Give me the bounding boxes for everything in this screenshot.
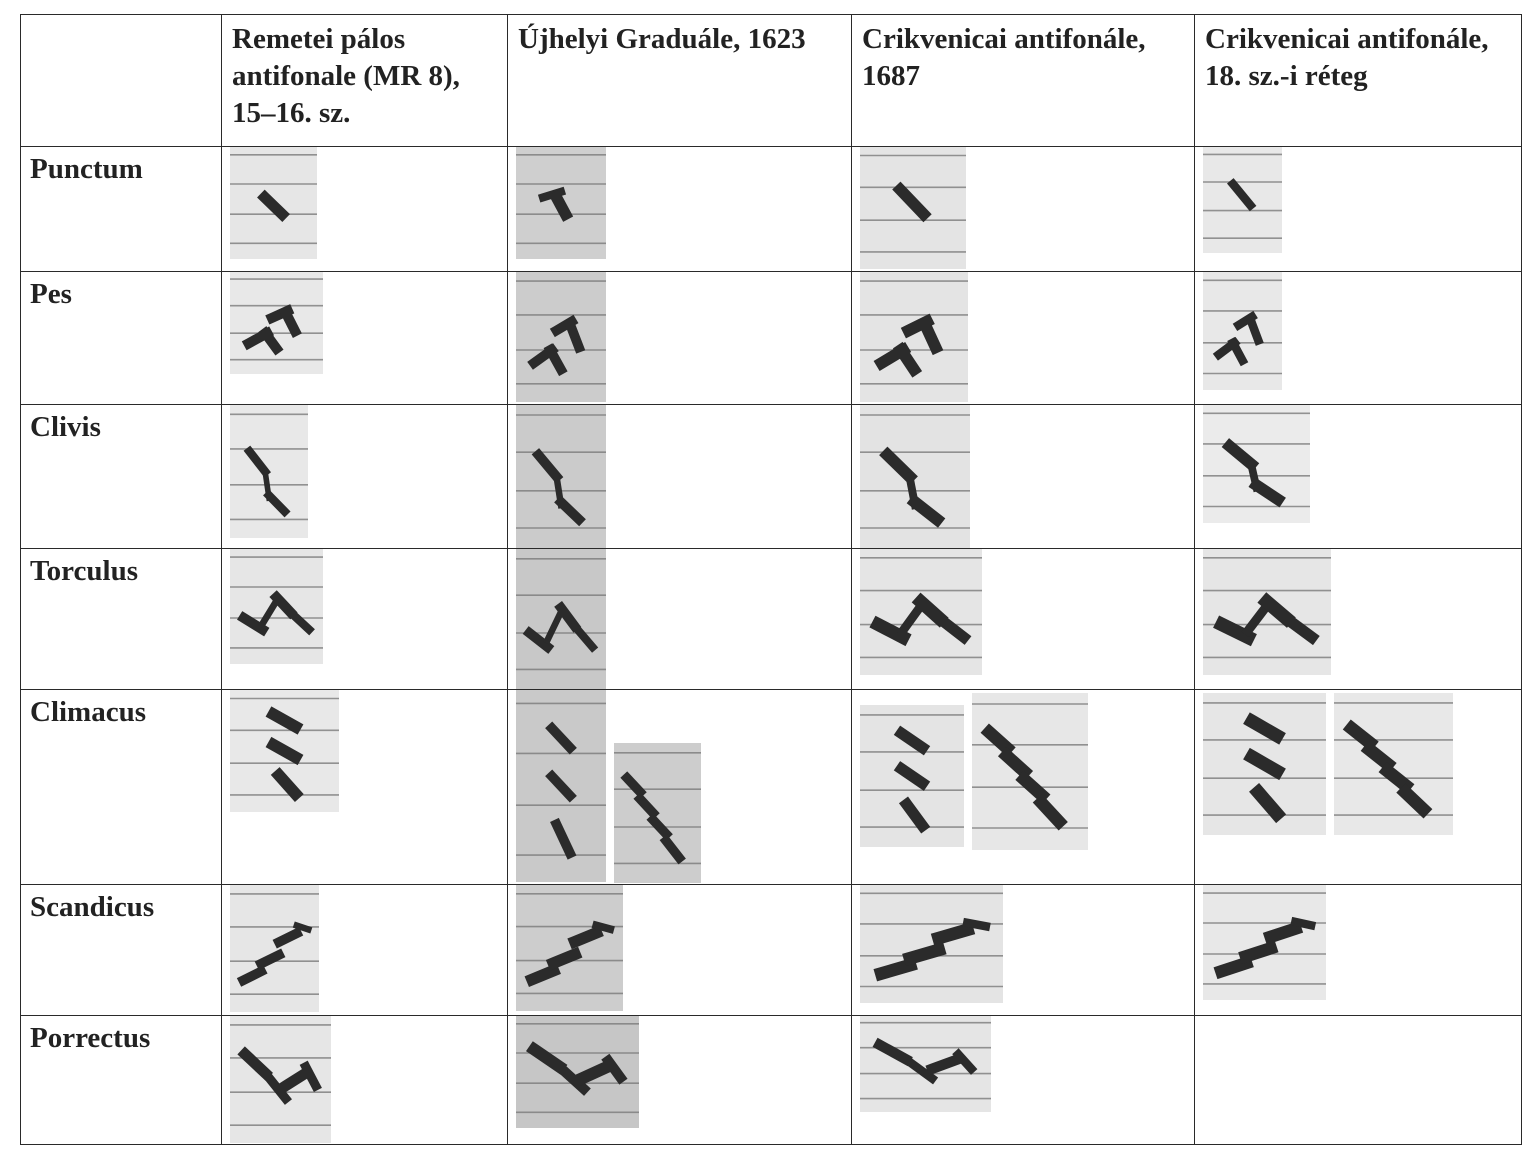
table-cell [1195,1016,1522,1145]
neume-comparison-table [20,14,1522,1145]
table-cell [508,885,852,1016]
clivis-icon [516,405,606,548]
row-label-clivis: Clivis [21,405,222,549]
punctum-diamond-icon [230,147,317,259]
table-cell [852,272,1195,405]
torculus-icon [516,549,606,689]
porrectus-icon [860,1016,991,1112]
table-cell [222,1016,508,1145]
row-label-climacus: Climacus [21,690,222,885]
table-row [21,405,1522,549]
table-cell [222,885,508,1016]
scandicus-icon [860,885,1003,1003]
climacus-icon [1203,693,1326,835]
table-cell [1195,549,1522,690]
climacus-descending-icon [972,693,1088,850]
table-cell [852,1016,1195,1145]
table-cell [1195,405,1522,549]
torculus-icon [1203,549,1331,675]
corner-cell [21,15,222,147]
table-cell [1195,147,1522,272]
pes-icon [860,272,968,402]
table-cell [222,549,508,690]
table-cell [852,690,1195,885]
table-cell [852,549,1195,690]
torculus-icon [230,549,323,664]
row-label-punctum: Punctum [21,147,222,272]
scandicus-icon [516,885,623,1011]
punctum-rhombus-icon [516,147,606,259]
punctum-oblique-icon [860,147,966,269]
clivis-icon [860,405,970,548]
table-cell [852,405,1195,549]
table-cell [1195,272,1522,405]
table-cell [222,147,508,272]
punctum-oblique-icon [1203,147,1282,253]
torculus-icon [860,549,982,675]
table-row [21,1016,1522,1145]
pes-icon [516,272,606,402]
table-cell [508,690,852,885]
table-cell [222,405,508,549]
table-cell [508,272,852,405]
clivis-icon [1203,405,1310,523]
table-cell [222,272,508,405]
table-row [21,885,1522,1016]
climacus-descending-icon [614,743,701,883]
table-cell [1195,885,1522,1016]
header-row [21,15,1522,147]
table-row [21,272,1522,405]
porrectus-icon [230,1016,331,1143]
table-row [21,147,1522,272]
table-cell [852,885,1195,1016]
table-cell [222,690,508,885]
table-row [21,690,1522,885]
column-header-ujhelyi: Újhelyi Graduále, 1623 [508,15,852,147]
table-cell [508,405,852,549]
pes-icon [1203,272,1282,390]
column-header-remetei: Remetei pálos antifonale (MR 8), 15–16. sz. [222,15,508,147]
table-cell [1195,690,1522,885]
row-label-torculus: Torculus [21,549,222,690]
table-cell [508,1016,852,1145]
scandicus-icon [1203,885,1326,1000]
row-label-pes: Pes [21,272,222,405]
clivis-icon [230,405,308,538]
table-cell [852,147,1195,272]
table-row [21,549,1522,690]
column-header-crikvenica-1687: Crikvenicai antifonále, 1687 [852,15,1195,147]
row-label-porrectus: Porrectus [21,1016,222,1145]
row-label-scandicus: Scandicus [21,885,222,1016]
climacus-descending-icon [1334,693,1453,835]
porrectus-icon [516,1016,639,1128]
scandicus-icon [230,885,319,1012]
table-cell [508,147,852,272]
table-cell [508,549,852,690]
climacus-icon [516,690,606,882]
column-header-crikvenica-18c: Crikvenicai antifonále, 18. sz.-i réteg [1195,15,1522,147]
pes-icon [230,272,323,374]
climacus-icon [230,690,339,812]
climacus-icon [860,705,964,847]
